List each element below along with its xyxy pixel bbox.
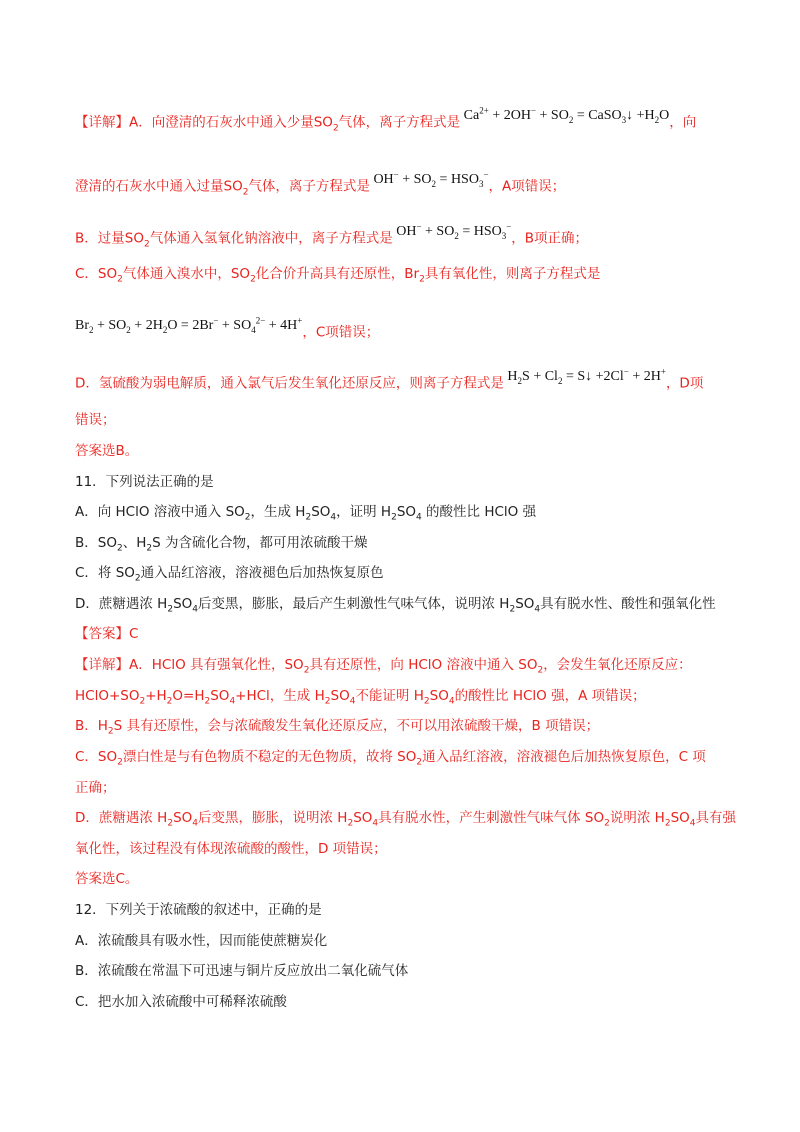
sub: 4 xyxy=(229,696,236,707)
sub: 2 xyxy=(324,696,331,707)
q11-option-b xyxy=(75,533,367,559)
sub: 4 xyxy=(349,696,356,707)
sub: 2 xyxy=(107,726,114,737)
sub: 2 xyxy=(244,512,251,523)
text: SO xyxy=(311,504,331,520)
text: SO xyxy=(210,688,230,704)
sub: 2 xyxy=(664,818,671,829)
detail1-b-line xyxy=(75,221,589,254)
detail2-c-line2: 正确； xyxy=(75,780,116,796)
equation-h2s-cl2: $H_2S + Cl_2$ = S↓ +2Cl− + 2H+ xyxy=(503,366,666,386)
text: SO xyxy=(515,596,535,612)
sub: 2 xyxy=(305,512,312,523)
equation-oh-so2-hso3-b: $OH^- + SO_2 = HSO_3^-$ xyxy=(392,221,512,241)
detail1-c-line2 xyxy=(75,315,380,347)
detail1-d-line2: 错误； xyxy=(75,412,116,428)
detail1-c-line1 xyxy=(75,264,600,290)
sub: 4 xyxy=(330,512,337,523)
sub: 2 xyxy=(139,696,146,707)
q12-option-a: A．浓硫酸具有吸水性，因而能使蔗糖炭化 xyxy=(75,933,328,949)
sub: 4 xyxy=(372,818,379,829)
sub: 2 xyxy=(416,757,423,768)
sub: 2 xyxy=(347,818,354,829)
sub: 2 xyxy=(134,573,141,584)
text: 不能证明 H xyxy=(355,688,424,704)
text: 的酸性比 HClO 强 xyxy=(421,504,537,520)
sub: 4 xyxy=(192,818,199,829)
text: D．蔗糖遇浓 H xyxy=(75,596,168,612)
text: 气体通入溴水中，SO xyxy=(122,266,251,282)
text: D．蔗糖遇浓 H xyxy=(75,810,168,826)
sub: 2 xyxy=(117,757,123,768)
text: 气体通入氢氧化钠溶液中，离子方程式是 xyxy=(149,230,393,247)
equation-ca-oh-so2: $Ca^{2+} + 2OH^- + SO_2$ = CaSO$_3$↓ $+H_2O$ xyxy=(460,105,670,125)
sub: 2 xyxy=(419,274,425,285)
text: 气体，离子方程式是 xyxy=(338,114,461,131)
text: ，生成 H xyxy=(250,504,306,520)
text: 具有强 xyxy=(695,810,736,826)
detail2-answer: 答案选C。 xyxy=(75,871,139,887)
text: 漂白性是与有色物质不稳定的无色物质，故将 SO xyxy=(122,749,417,765)
detail2-a-line2 xyxy=(75,686,646,712)
text: ，C项错误； xyxy=(302,324,380,341)
text: C．将 SO xyxy=(75,565,135,581)
text: B．SO xyxy=(75,535,117,551)
text: 【详解】A．向澄清的石灰水中通入少量SO xyxy=(75,114,333,131)
q12-option-c: C．把水加入浓硫酸中可稀释浓硫酸 xyxy=(75,994,287,1010)
detail2-d-line2: 氧化性，该过程没有体现浓硫酸的酸性，D 项错误； xyxy=(75,841,387,857)
text: HClO+SO xyxy=(75,688,140,704)
text: SO xyxy=(173,810,193,826)
text: ，D项 xyxy=(665,375,704,392)
text: ，B项正确； xyxy=(511,230,589,247)
text: A．向 HClO 溶液中通入 SO xyxy=(75,504,245,520)
text: 通入品红溶液，溶液褪色后加热恢复原色，C 项 xyxy=(422,749,706,765)
detail2-b-line xyxy=(75,716,599,742)
detail2-d-line1 xyxy=(75,808,736,834)
sub: 2 xyxy=(167,604,174,615)
text: SO xyxy=(429,688,449,704)
text: 后变黑，膨胀，最后产生刺激性气味气体，说明浓 H xyxy=(198,596,510,612)
text: 澄清的石灰水中通入过量SO xyxy=(75,178,243,195)
text: 、H xyxy=(122,535,147,551)
sub: 4 xyxy=(192,604,199,615)
sub: 2 xyxy=(537,665,544,676)
sub: 2 xyxy=(166,696,173,707)
text: B．过量SO xyxy=(75,230,144,247)
detail1-answer: 答案选B。 xyxy=(75,443,139,459)
q11-option-d xyxy=(75,594,716,620)
sub: 2 xyxy=(332,123,339,134)
q11-option-a xyxy=(75,502,536,528)
text: C．SO xyxy=(75,749,118,765)
sub: 4 xyxy=(448,696,455,707)
q12-option-b: B．浓硫酸在常温下可迅速与铜片反应放出二氧化硫气体 xyxy=(75,963,409,979)
equation-oh-so2-hso3: $OH^- + SO_2 = HSO_3^-$ xyxy=(369,169,489,189)
text: 的酸性比 HClO 强，A 项错误； xyxy=(454,688,646,704)
text: S 为含硫化合物，都可用浓硫酸干燥 xyxy=(152,535,368,551)
detail1-a-line1 xyxy=(75,105,697,138)
sub: 2 xyxy=(167,818,174,829)
sub: 2 xyxy=(146,543,153,554)
sub: 2 xyxy=(250,274,256,285)
text: 后变黑，膨胀，说明浓 H xyxy=(198,810,348,826)
detail2-c-line1 xyxy=(75,747,706,773)
text: 具有脱水性，产生刺激性气味气体 SO xyxy=(378,810,605,826)
q12-stem: 12．下列关于浓硫酸的叙述中，正确的是 xyxy=(75,902,322,918)
sub: 2 xyxy=(391,512,397,523)
text: B．H xyxy=(75,718,108,734)
text: SO xyxy=(353,810,373,826)
text: ，向 xyxy=(669,114,697,131)
text: 化合价升高具有还原性，Br xyxy=(255,266,420,282)
sub: 2 xyxy=(423,696,430,707)
text: SO xyxy=(330,688,350,704)
text: SO xyxy=(396,504,417,520)
text: ，证明 H xyxy=(336,504,392,520)
detail1-d-line1 xyxy=(75,366,704,398)
text: C．SO xyxy=(75,266,118,282)
sub: 4 xyxy=(689,818,696,829)
detail1-a-line2 xyxy=(75,169,566,202)
text: SO xyxy=(670,810,690,826)
sub: 2 xyxy=(604,818,610,829)
text: ，会发生氧化还原反应： xyxy=(543,657,692,673)
sub: 2 xyxy=(303,665,310,676)
text: 通入品红溶液，溶液褪色后加热恢复原色 xyxy=(140,565,384,581)
text: D．氢硫酸为弱电解质，通入氯气后发生氧化还原反应，则离子方程式是 xyxy=(75,375,504,392)
text: 具有脱水性、酸性和强氧化性 xyxy=(540,596,716,612)
q11-stem: 11．下列说法正确的是 xyxy=(75,474,214,490)
sub: 2 xyxy=(242,187,249,198)
sub: 2 xyxy=(143,239,150,250)
text: S 具有还原性，会与浓硫酸发生氧化还原反应，不可以用浓硫酸干燥，B 项错误； xyxy=(113,718,600,734)
sub: 2 xyxy=(204,696,211,707)
text: +HCl，生成 H xyxy=(235,688,325,704)
sub: 4 xyxy=(534,604,541,615)
text: 具有氧化性，则离子方程式是 xyxy=(424,266,601,282)
text: O=H xyxy=(172,688,205,704)
q11-answer: 【答案】C xyxy=(75,626,139,642)
text: 说明浓 H xyxy=(609,810,665,826)
text: SO xyxy=(173,596,193,612)
detail2-a-line1 xyxy=(75,655,692,681)
equation-br2-so2: $Br_2 + SO_2 + 2H_2O = 2Br^- + SO_4^{2-} + 4H^+$ xyxy=(75,315,303,335)
text: 【详解】A．HClO 具有强氧化性，SO xyxy=(75,657,304,673)
sub: 2 xyxy=(117,274,123,285)
text: +H xyxy=(145,688,167,704)
text: 气体，离子方程式是 xyxy=(248,178,370,195)
q11-option-c xyxy=(75,563,384,589)
text: 具有还原性，向 HClO 溶液中通入 SO xyxy=(309,657,538,673)
sub: 4 xyxy=(416,512,422,523)
text: ，A项错误； xyxy=(488,178,566,195)
sub: 2 xyxy=(116,543,123,554)
sub: 2 xyxy=(509,604,516,615)
